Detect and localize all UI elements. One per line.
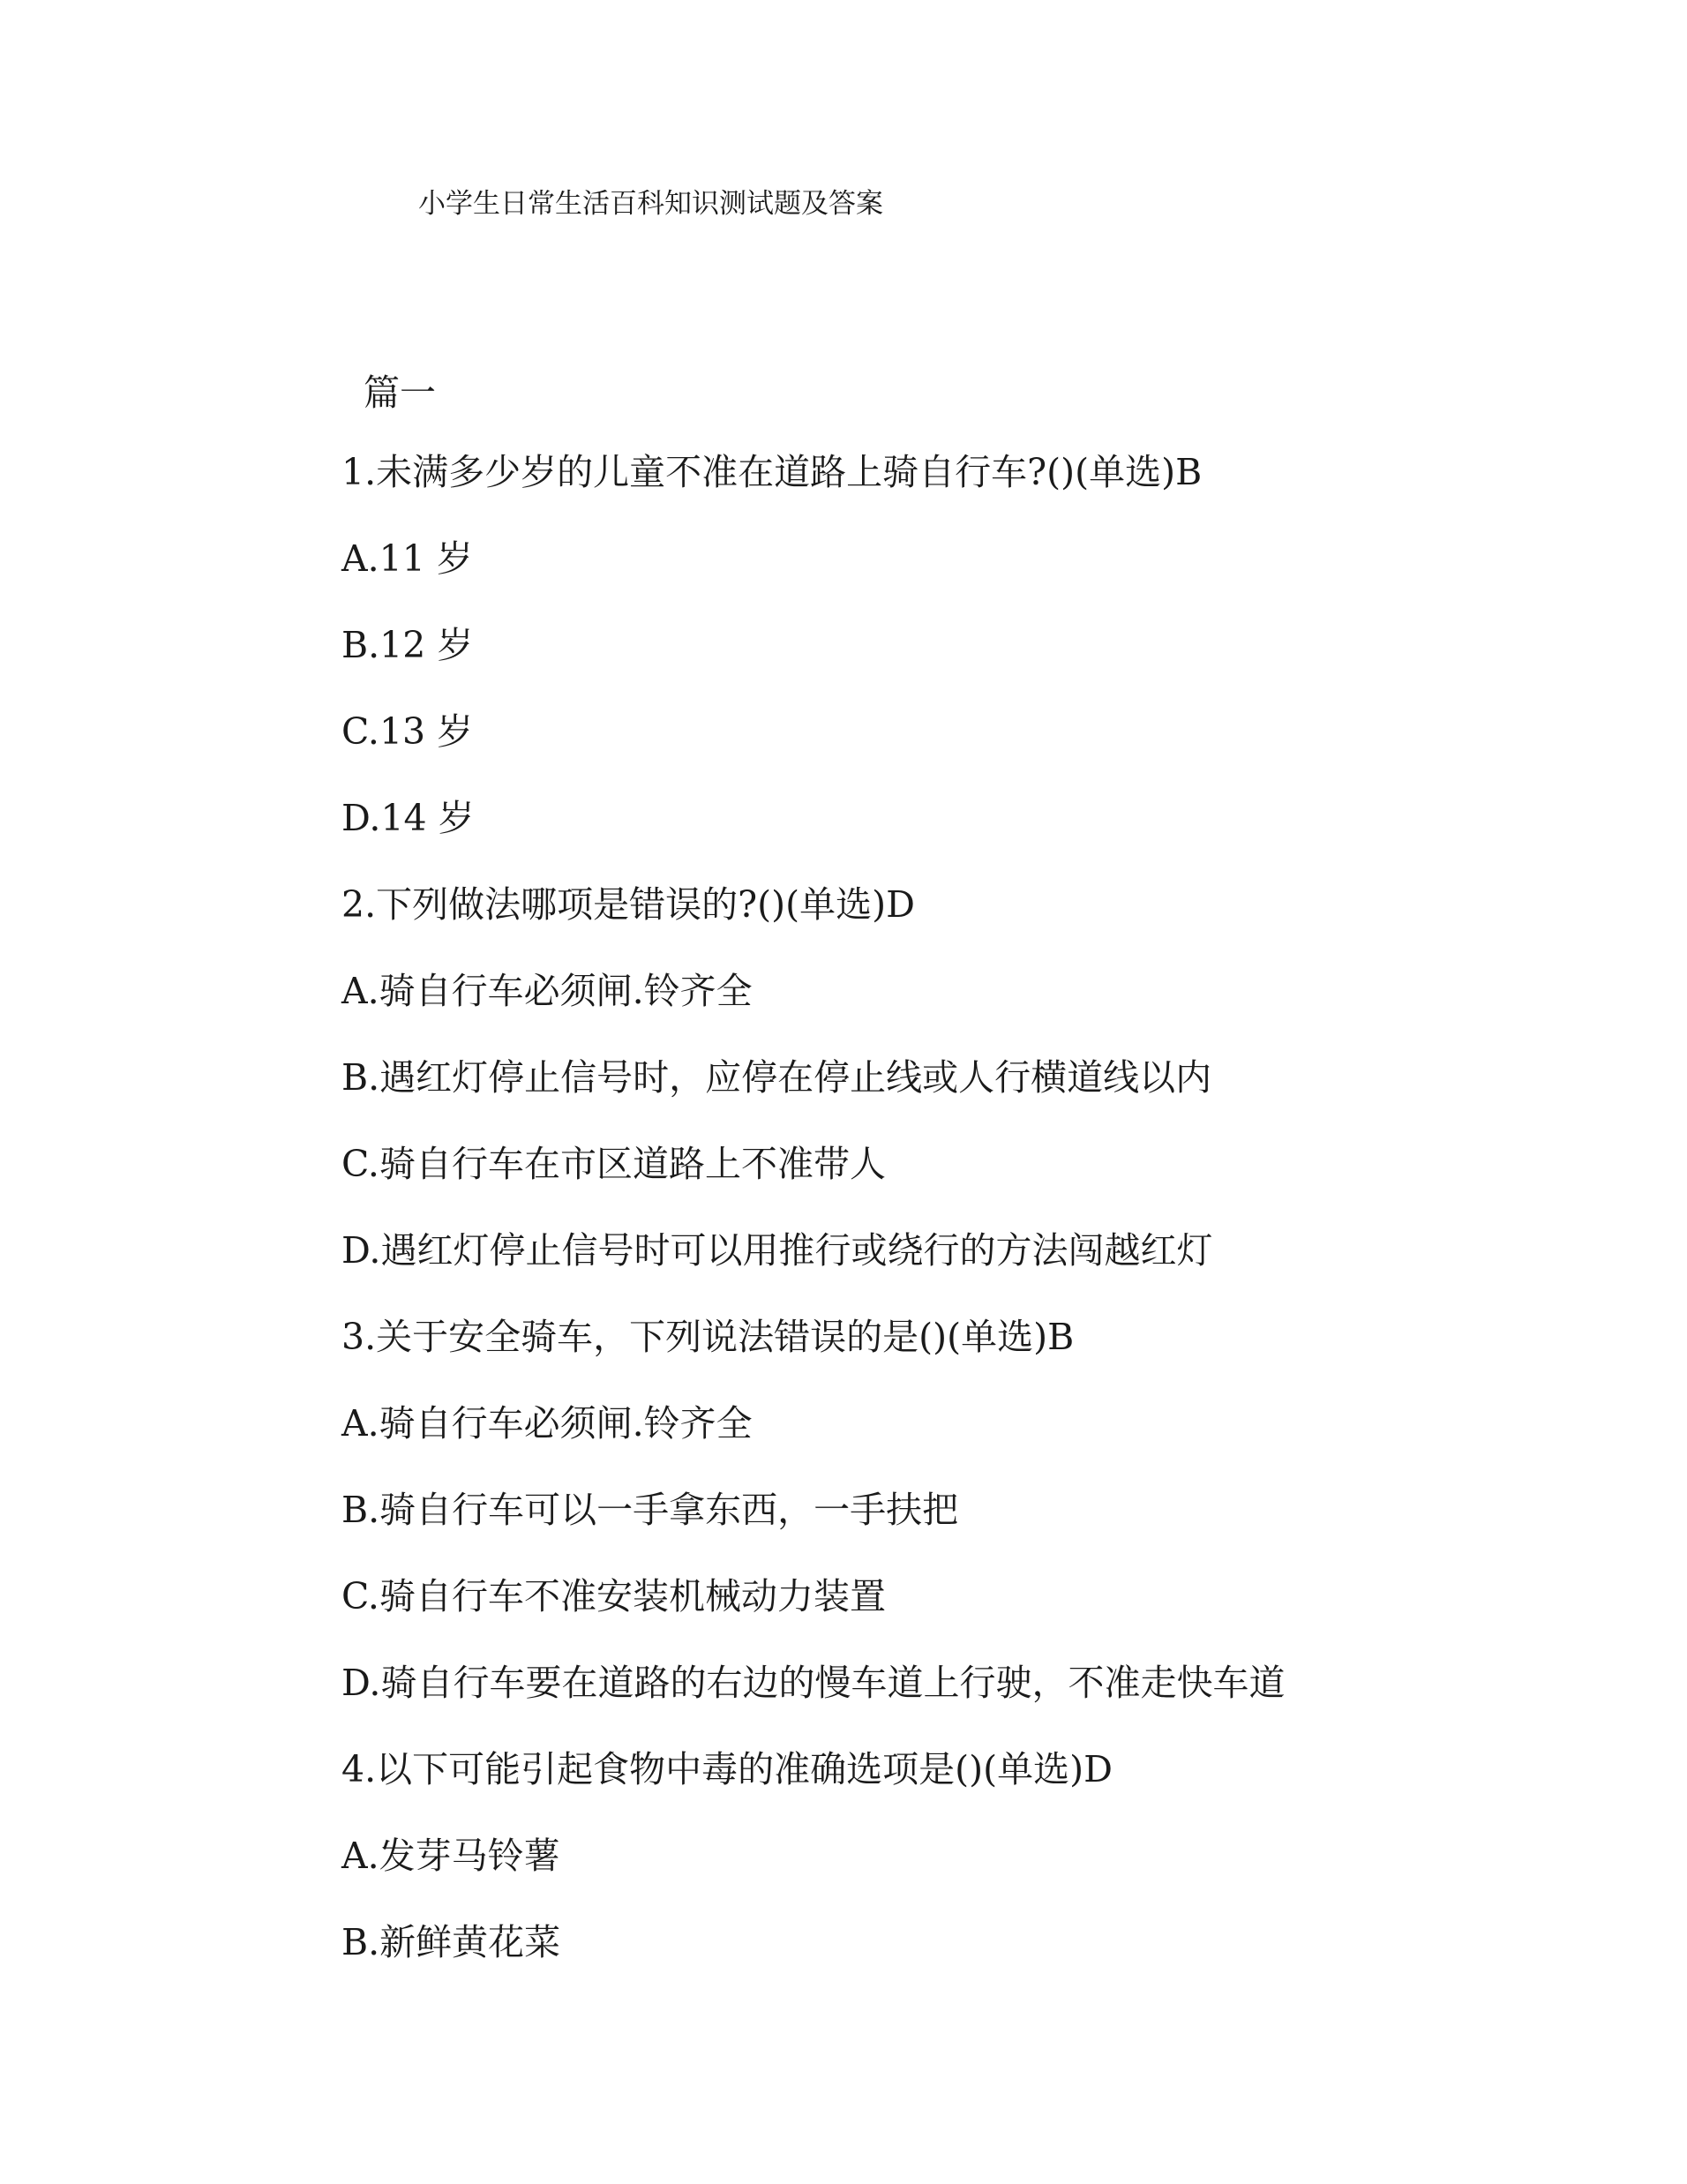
question-2-option-a: A.骑自行车必须闸.铃齐全	[341, 970, 753, 1012]
question-1-option-d: D.14 岁	[341, 797, 475, 839]
question-list	[341, 447, 1285, 2004]
question-3-option-b: B.骑自行车可以一手拿东西，一手扶把	[341, 1489, 959, 1531]
question-2-option-c: C.骑自行车在市区道路上不准带人	[341, 1143, 886, 1185]
document-title: 小学生日常生活百科知识测试题及答案	[418, 188, 883, 220]
question-3-option-c: C.骑自行车不准安装机械动力装置	[341, 1575, 886, 1617]
question-2-option-d: D.遇红灯停止信号时可以用推行或绕行的方法闯越红灯	[341, 1229, 1213, 1272]
question-4-option-a: A.发芽马铃薯	[341, 1835, 560, 1877]
question-3-option-d: D.骑自行车要在道路的右边的慢车道上行驶，不准走快车道	[341, 1662, 1286, 1704]
question-3-stem: 3.关于安全骑车，下列说法错误的是()(单选)B	[341, 1316, 1075, 1358]
question-1-stem: 1.未满多少岁的儿童不准在道路上骑自行车?()(单选)B	[341, 451, 1203, 493]
question-2-stem: 2.下列做法哪项是错误的?()(单选)D	[341, 883, 915, 926]
question-1-option-b: B.12 岁	[341, 624, 474, 666]
question-4-option-b: B.新鲜黄花菜	[341, 1921, 561, 1963]
question-1-option-a: A.11 岁	[341, 537, 473, 580]
question-3-option-a: A.骑自行车必须闸.铃齐全	[341, 1402, 753, 1445]
question-4-stem: 4.以下可能引起食物中毒的准确选项是()(单选)D	[341, 1748, 1113, 1790]
question-1-option-c: C.13 岁	[341, 710, 474, 753]
section-heading: 篇一	[364, 372, 436, 414]
question-2-option-b: B.遇红灯停止信号时，应停在停止线或人行横道线以内	[341, 1056, 1212, 1099]
